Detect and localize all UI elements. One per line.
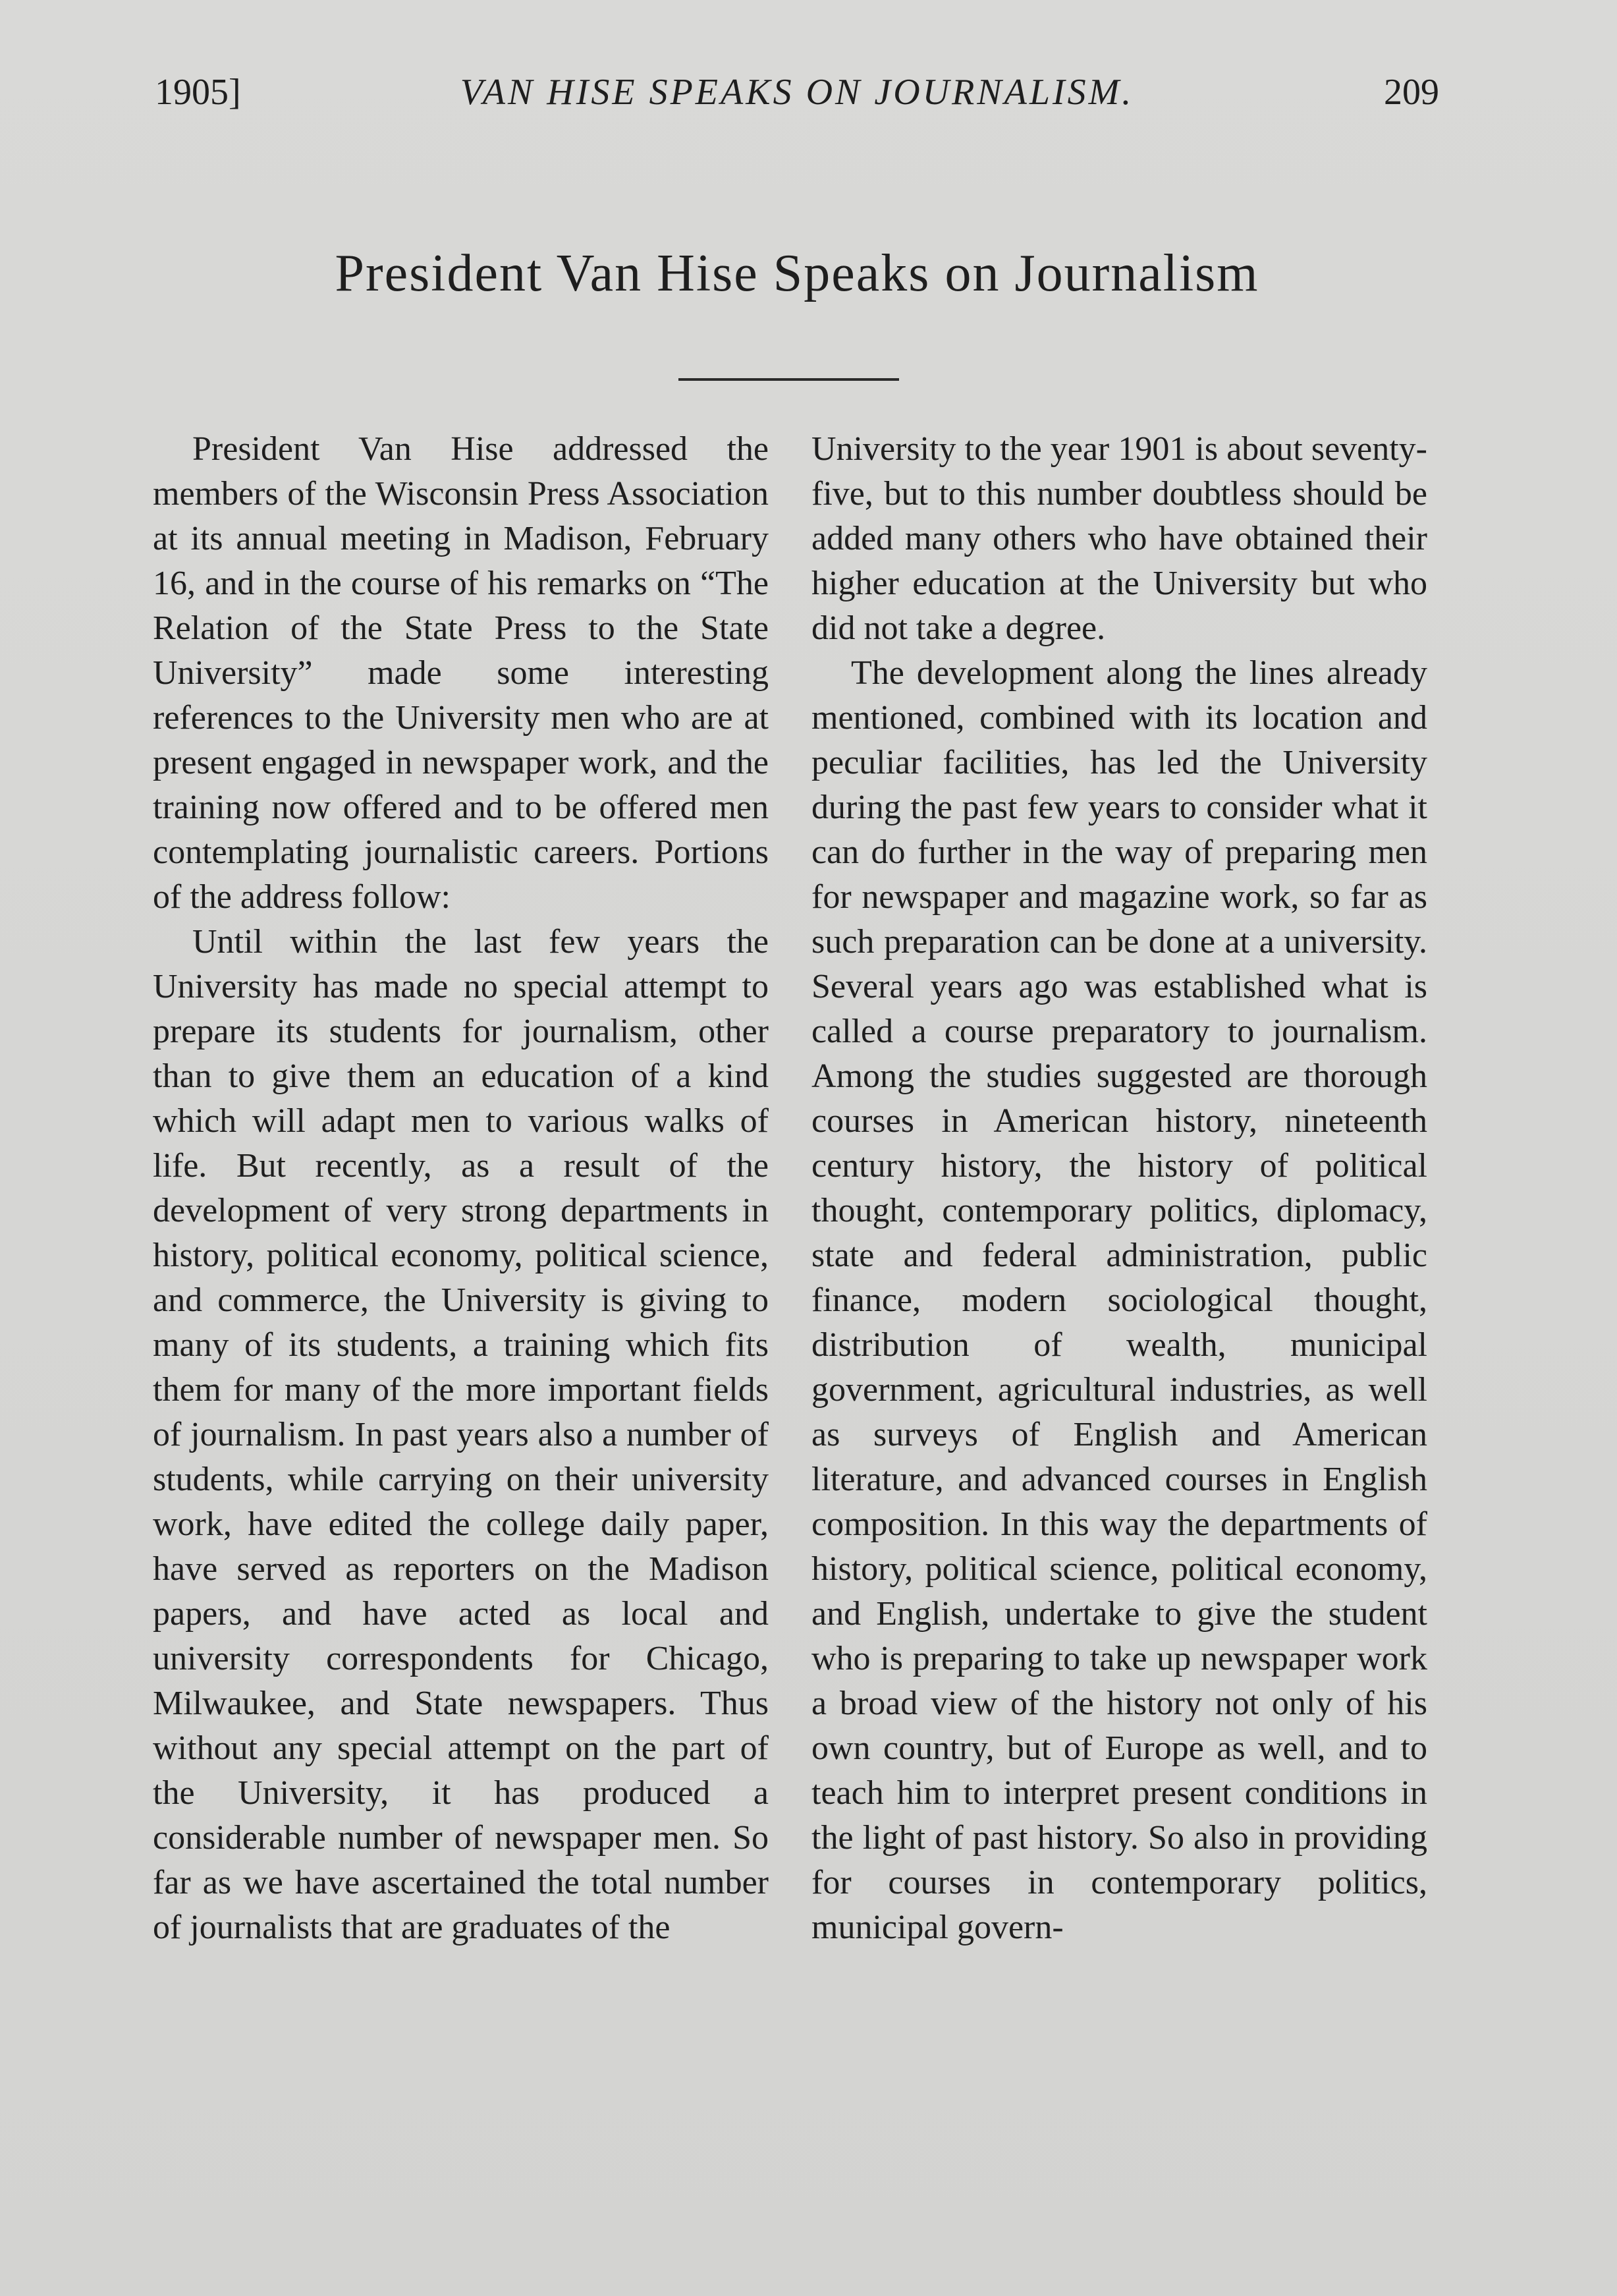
running-head-title: VAN HISE SPEAKS ON JOURNALISM.	[460, 72, 1134, 113]
title-divider-rule	[678, 378, 899, 381]
left-column	[153, 427, 769, 1950]
article-title: President Van Hise Speaks on Journalism	[335, 244, 1259, 302]
paragraph: Until within the last few years the University has made no special attempt to prepare its students for journalism, other than to give them an education of a kind which will adapt men to various walks of life. But recently, as a result of the development of very strong departments in history, political economy, political science, and commerce, the University is giving to many of its students, a training which fits them for many of the more important fields of journalism. In past years also a number of students, while carrying on their university work, have edited the college daily paper, have served as reporters on the Madison papers, and have acted as local and university correspondents for Chicago, Milwaukee, and State newspapers. Thus without any special attempt on the part of the University, it has produced a considerable number of newspaper men. So far as we have ascertained the total number of journalists that are graduates of the	[153, 923, 769, 1946]
running-head	[155, 66, 1439, 119]
running-head-year: 1905]	[155, 72, 241, 113]
paragraph-continued: University to the year 1901 is about seventy-five, but to this number doubtless should be added many others who have obtained their higher education at the University but who did not take a degree.	[811, 430, 1427, 647]
right-column	[811, 427, 1427, 1950]
paragraph: President Van Hise addressed the members of the Wisconsin Press Association at its annual meeting in Madison, February 16, and in the course of his remarks on “The Relation of the State Press to the State University” made some interesting references to the University men who are at present engaged in newspaper work, and the training now offered and to be offered men contemplating journalistic careers. Portions of the address follow:	[153, 430, 769, 916]
page-number: 209	[1384, 72, 1439, 113]
paragraph: The development along the lines already mentioned, combined with its location and peculiar facilities, has led the University during the past few years to consider what it can do further in the way of preparing men for newspaper and magazine work, so far as such preparation can be done at a university. Several years ago was established what is called a course preparatory to journalism. Among the studies suggested are thorough courses in American history, nineteenth century history, the history of political thought, contemporary politics, diplomacy, state and federal administration, public finance, modern sociological thought, distribution of wealth, municipal government, agricultural industries, as well as surveys of English and American literature, and advanced courses in English composition. In this way the departments of history, political science, political economy, and English, undertake to give the student who is preparing to take up newspaper work a broad view of the history not only of his own country, but of Europe as well, and to teach him to interpret present conditions in the light of past history. So also in providing for courses in contemporary politics, municipal govern-	[811, 654, 1427, 1946]
